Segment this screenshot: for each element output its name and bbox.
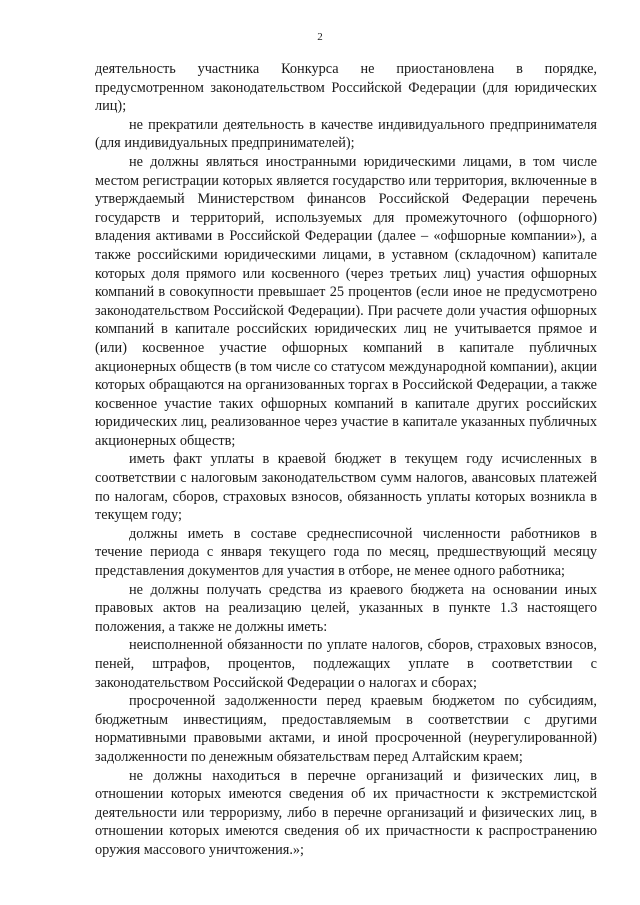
page-number: 2 (317, 31, 323, 43)
paragraph-9: не должны находиться в перечне организаций и физических лиц, в отношении которых имеются сведения об их причастности к экстремистской деятельности или терроризму, либо в перечне организаций и физических лиц, в отношении которых имеются сведения об их причастности к распространению оружия массового уничтожения.»; (95, 767, 597, 858)
paragraph-1: деятельность участника Конкурса не приостановлена в порядке, предусмотренном законодательством Российской Федерации (для юридических лиц); (95, 61, 597, 115)
paragraph-3: не должны являться иностранными юридическими лицами, в том числе местом регистрации которых является государство или территория, включенные в утверждаемый Министерством финансов Российской Федерации перечень государств и территорий, используемых для промежуточного (офшорного) владения активами в Российской Федерации (далее – «офшорные компании»), а также российскими юридическими лицами, в уставном (складочном) капитале которых доля прямого или косвенного (через третьих лиц) участия офшорных компаний в совокупности превышает 25 процентов (если иное не предусмотрено законодательством Российской Федерации). При расчете доли участия офшорных компаний в капитале российских юридических лиц не учитывается прямое и (или) косвенное участие офшорных компаний в капитале публичных акционерных обществ (в том числе со статусом международной компании), акции которых обращаются на организованных торгах в Российской Федерации, а также косвенное участие таких офшорных компаний в капитале других российских юридических лиц, реализованное через участие в капитале указанных публичных акционерных обществ; (95, 153, 597, 449)
paragraph-7: неисполненной обязанности по уплате налогов, сборов, страховых взносов, пеней, штрафов, процентов, подлежащих уплате в соответствии с законодательством Российской Федерации о налогах и сборах; (95, 637, 597, 691)
paragraph-4: иметь факт уплаты в краевой бюджет в текущем году исчисленных в соответствии с налоговым законодательством сумм налогов, авансовых платежей по налогам, сборов, страховых взносов, обязанность уплаты которых возникла в текущем году; (95, 451, 597, 524)
document-body (95, 60, 597, 860)
paragraph-2: не прекратили деятельность в качестве индивидуального предпринимателя (для индивидуальных предпринимателей); (95, 116, 597, 152)
paragraph-8: просроченной задолженности перед краевым бюджетом по субсидиям, бюджетным инвестициям, предоставляемым в соответствии с другими нормативными правовыми актами, и иной просроченной (неурегулированной) задолженности по денежным обязательствам перед Алтайским краем; (95, 693, 597, 765)
paragraph-6: не должны получать средства из краевого бюджета на основании иных правовых актов на реализацию целей, указанных в пункте 1.3 настоящего положения, а также не должны иметь: (95, 581, 597, 635)
paragraph-5: должны иметь в составе среднесписочной численности работников в течение периода с января текущего года по месяц, предшествующий месяцу представления документов для участия в отборе, не менее одного работника; (95, 525, 597, 580)
